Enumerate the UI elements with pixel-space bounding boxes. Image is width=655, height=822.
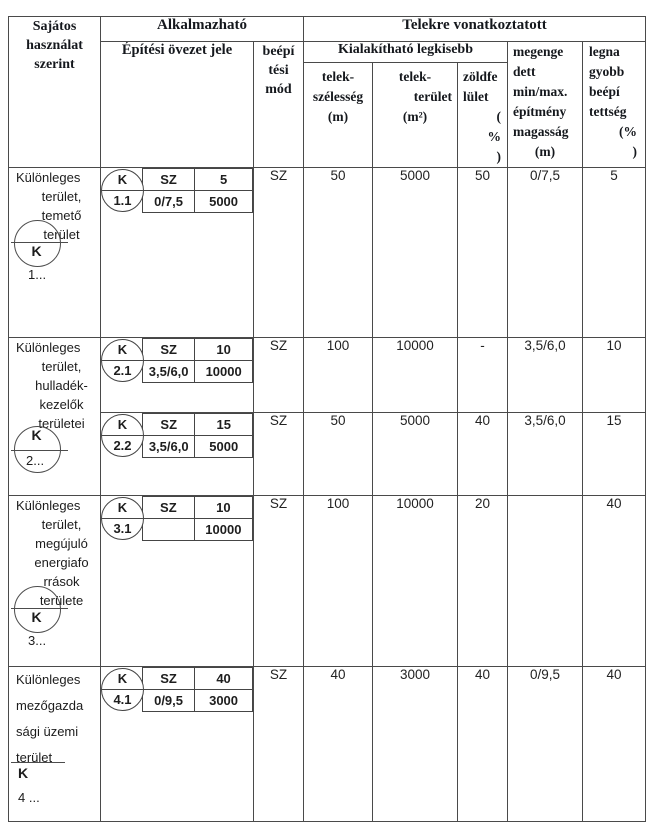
cell-beepitettseg: 15 xyxy=(583,413,646,496)
zone-circle-number: 2.1 xyxy=(113,363,132,378)
cell-telek-szelesseg: 40 xyxy=(304,667,373,822)
cell-zoldfelulet: - xyxy=(458,338,508,413)
cell-telek-szelesseg: 100 xyxy=(304,338,373,413)
use-line: Különleges xyxy=(16,672,81,687)
zone-cell: SZ xyxy=(143,414,195,436)
header-line: (m²) xyxy=(402,109,428,124)
zone-circle-number: 1.1 xyxy=(113,193,132,208)
cell-use-k1 xyxy=(9,168,101,338)
cell-beepitettseg: 40 xyxy=(583,496,646,667)
header-line: (% xyxy=(619,124,638,139)
k-number: 3... xyxy=(28,633,47,648)
header-line: % xyxy=(487,129,501,144)
use-line: energiafo xyxy=(34,555,89,570)
zone-cell: 0/7,5 xyxy=(143,191,195,213)
zone-cell: 3,5/6,0 xyxy=(143,361,195,383)
cell-zoldfelulet: 40 xyxy=(458,413,508,496)
zone-circle-number: 2.2 xyxy=(113,438,132,453)
zone-cell: SZ xyxy=(143,668,195,690)
zone-circle-letter: K xyxy=(102,669,143,690)
zone-circle xyxy=(101,497,144,540)
header-line: tési xyxy=(268,63,289,78)
header-line: telek- xyxy=(321,69,355,84)
zone-circle-letter: K xyxy=(102,415,143,436)
zone-cell: 10000 xyxy=(194,519,252,541)
use-line: területe xyxy=(39,593,84,608)
k-letter: K xyxy=(31,609,42,625)
use-line: terület, xyxy=(41,517,82,532)
use-line: terület, xyxy=(41,189,82,204)
cell-magassag xyxy=(508,496,583,667)
header-line: megenge xyxy=(513,44,564,59)
header-line: min/max. xyxy=(513,84,568,99)
zone-circle xyxy=(101,169,144,212)
k-symbol-k4 xyxy=(11,762,73,822)
cell-telek-terulet: 5000 xyxy=(373,168,458,338)
header-beepitesi-mod xyxy=(254,42,304,168)
cell-zone-k1 xyxy=(101,168,254,338)
cell-zoldfelulet: 50 xyxy=(458,168,508,338)
cell-magassag: 3,5/6,0 xyxy=(508,413,583,496)
cell-telek-terulet: 10000 xyxy=(373,338,458,413)
header-zoldfelulet xyxy=(458,63,508,168)
header-row-2 xyxy=(9,42,646,63)
k-divider-line xyxy=(11,762,65,763)
use-line: hulladék- xyxy=(35,378,88,393)
zone-cell: 10 xyxy=(194,497,252,519)
cell-zone-k4 xyxy=(101,667,254,822)
header-row-1 xyxy=(9,17,646,42)
k-symbol-k2 xyxy=(11,426,73,496)
use-line: Különleges xyxy=(16,498,81,513)
zone-cell: 5 xyxy=(195,169,253,191)
header-legnagyobb-beepitettseg xyxy=(583,42,646,168)
table-row-k3 xyxy=(9,496,646,667)
use-line: temető xyxy=(41,208,82,223)
header-telek-szelesseg xyxy=(304,63,373,168)
cell-magassag: 3,5/6,0 xyxy=(508,338,583,413)
use-line: Különleges xyxy=(16,340,81,355)
cell-zone-k3 xyxy=(101,496,254,667)
zone-cell: 5000 xyxy=(195,436,253,458)
cell-beepitesi-mod: SZ xyxy=(254,413,304,496)
cell-zone-k21 xyxy=(101,338,254,413)
zone-cell: 10000 xyxy=(195,361,253,383)
cell-zoldfelulet: 20 xyxy=(458,496,508,667)
zone-cell: 40 xyxy=(195,668,253,690)
cell-zoldfelulet: 40 xyxy=(458,667,508,822)
zone-parameter-table xyxy=(142,667,253,712)
cell-beepitettseg: 40 xyxy=(583,667,646,822)
cell-beepitesi-mod: SZ xyxy=(254,338,304,413)
zone-cell xyxy=(143,519,195,541)
zone-parameter-table xyxy=(142,413,253,458)
k-number: 4 ... xyxy=(18,790,40,805)
use-line: területei xyxy=(38,416,85,431)
header-line: gyobb xyxy=(589,64,625,79)
cell-use-k3 xyxy=(9,496,101,667)
cell-beepitesi-mod: SZ xyxy=(254,496,304,667)
zone-cell: 10 xyxy=(195,339,253,361)
header-line: használat xyxy=(26,38,83,53)
cell-beepitesi-mod: SZ xyxy=(254,667,304,822)
zone-parameter-table xyxy=(142,496,253,541)
zone-cell: SZ xyxy=(143,339,195,361)
table-row-k1 xyxy=(9,168,646,338)
header-line: építmény xyxy=(513,104,567,119)
header-telek-terulet xyxy=(373,63,458,168)
header-line: terület xyxy=(413,89,452,104)
cell-telek-szelesseg: 50 xyxy=(304,168,373,338)
cell-zone-k22 xyxy=(101,413,254,496)
header-line: magasság xyxy=(513,124,569,139)
header-line: mód xyxy=(265,82,292,97)
k-symbol-k3 xyxy=(11,586,73,658)
zone-circle-letter: K xyxy=(102,340,143,361)
zone-cell: SZ xyxy=(143,169,195,191)
header-line: tettség xyxy=(589,104,627,119)
zone-cell: 15 xyxy=(195,414,253,436)
use-line: sági üzemi xyxy=(16,724,79,739)
use-line: Különleges xyxy=(16,170,81,185)
header-line: beépí xyxy=(589,84,620,99)
cell-telek-terulet: 3000 xyxy=(373,667,458,822)
zone-cell: 5000 xyxy=(195,191,253,213)
header-line: dett xyxy=(513,64,536,79)
header-line: szerint xyxy=(34,57,75,72)
cell-use-k2 xyxy=(9,338,101,496)
zone-cell: SZ xyxy=(143,497,195,519)
cell-beepitettseg: 10 xyxy=(583,338,646,413)
header-line: ( xyxy=(496,109,501,124)
header-megengedett-magassag xyxy=(508,42,583,168)
zone-cell: 3,5/6,0 xyxy=(143,436,195,458)
table-row-k22 xyxy=(9,413,646,496)
zone-circle-letter: K xyxy=(102,498,143,519)
k-number: 1... xyxy=(28,267,47,282)
cell-use-k4 xyxy=(9,667,101,822)
header-sajatos-hasznalat xyxy=(9,17,101,168)
cell-telek-szelesseg: 100 xyxy=(304,496,373,667)
use-line: terület xyxy=(16,750,53,765)
zone-circle-number: 3.1 xyxy=(113,521,132,536)
zone-badge-k3 xyxy=(101,496,253,541)
header-line: (m) xyxy=(327,109,349,124)
zone-badge-k1 xyxy=(101,168,253,213)
k-letter: K xyxy=(18,765,29,781)
zone-badge-k21 xyxy=(101,338,253,383)
zone-circle-letter: K xyxy=(102,170,143,191)
k-letter: K xyxy=(31,243,42,259)
header-line: telek- xyxy=(398,69,432,84)
cell-telek-terulet: 5000 xyxy=(373,413,458,496)
zone-parameter-table xyxy=(142,168,253,213)
zone-cell: 3000 xyxy=(195,690,253,712)
header-line: ) xyxy=(632,144,638,159)
regulation-table xyxy=(8,16,646,822)
header-kialakithato-legkisebb: Kialakítható legkisebb xyxy=(304,42,508,63)
header-line: szélesség xyxy=(312,89,364,104)
cell-magassag: 0/9,5 xyxy=(508,667,583,822)
k-number: 2... xyxy=(26,453,45,468)
k-letter: K xyxy=(31,427,42,443)
cell-magassag: 0/7,5 xyxy=(508,168,583,338)
k-symbol-k1 xyxy=(11,220,73,292)
zone-badge-k4 xyxy=(101,667,253,712)
header-line: lület xyxy=(463,89,489,104)
use-line: terület, xyxy=(41,359,82,374)
use-line: kezelők xyxy=(39,397,84,412)
header-line: beépí xyxy=(262,44,295,59)
zone-cell: 0/9,5 xyxy=(143,690,195,712)
zone-circle xyxy=(101,339,144,382)
header-line: Sajátos xyxy=(32,19,77,34)
zone-circle xyxy=(101,414,144,457)
cell-beepitettseg: 5 xyxy=(583,168,646,338)
zone-circle xyxy=(101,668,144,711)
zone-circle-number: 4.1 xyxy=(113,692,132,707)
use-line: terület xyxy=(43,227,80,242)
header-alkalmazhato: Alkalmazható xyxy=(101,17,304,42)
table-row-k21 xyxy=(9,338,646,413)
header-telekre-vonatkoztatott: Telekre vonatkoztatott xyxy=(304,17,646,42)
header-line: ) xyxy=(496,149,501,164)
use-line: mezőgazda xyxy=(16,698,84,713)
zone-badge-k22 xyxy=(101,413,253,458)
header-line: legna xyxy=(589,44,620,59)
zone-parameter-table xyxy=(142,338,253,383)
header-line: (m) xyxy=(534,144,556,159)
header-line: zöldfe xyxy=(463,69,498,84)
k-divider-line xyxy=(11,450,68,451)
use-line: rrások xyxy=(43,574,80,589)
table-row-k4 xyxy=(9,667,646,822)
header-epitesi-ovezet-jele: Építési övezet jele xyxy=(101,42,254,168)
use-line: megújuló xyxy=(35,536,88,551)
cell-beepitesi-mod: SZ xyxy=(254,168,304,338)
cell-telek-szelesseg: 50 xyxy=(304,413,373,496)
cell-telek-terulet: 10000 xyxy=(373,496,458,667)
